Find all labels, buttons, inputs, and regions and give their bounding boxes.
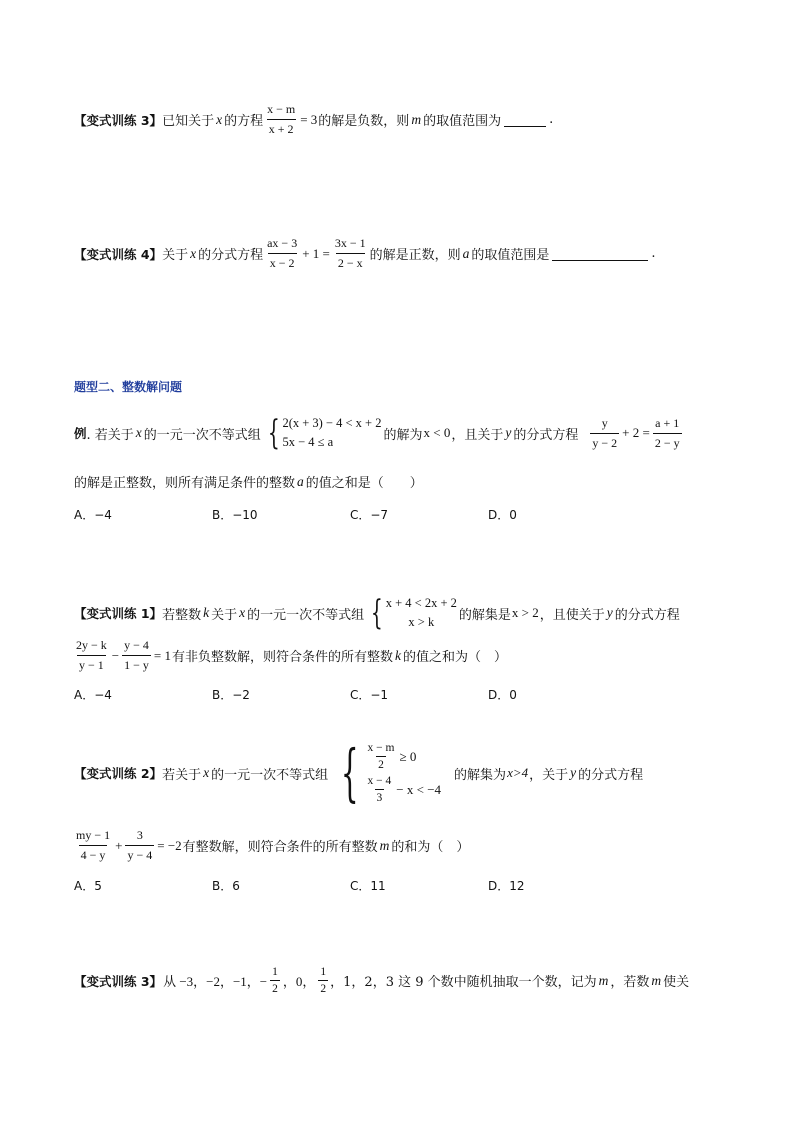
problem-tag: 【变式训练 4】 [74,246,163,262]
problem-tag: 【变式训练 1】 [74,606,163,621]
inequality-system: { $\frac{x - m}{2}$ ≥ 0 $\frac{x - 4}{3}$ − x < −4 [340,736,442,809]
option-c: C．−7 [350,508,389,522]
fraction: $\frac{3}{y - 4}$ [127,828,153,862]
problem-variant-1-line1: 【变式训练 1】 若整数 k 关于 x 的一元一次不等式组 { x + 4 < 2x + 2 x > k 的解集是 x > 2 ，且使关于 y 的分式方程 [74,593,680,633]
problem-variant-2-line2: $\frac{my - 1}{4 - y}$ + $\frac{3}{y - 4}$ = −2 有整数解，则符合条件的所有整数 m 的和为（ ） [76,828,470,862]
option-d: D．12 [488,879,525,893]
problem-tag: 【变式训练 3】 [74,973,163,989]
problem-variant-3-a: 【变式训练 3】 已知关于 x 的方程 $\frac{x - m}{x + 2}$ = 3 的解是负数，则 m 的取值范围为 . [74,102,554,136]
answer-blank [552,246,648,261]
fraction: $\frac{x - m}{x + 2}$ [267,102,296,136]
problem-variant-3-b: 【变式训练 3】 从 −3，−2，−1，− $\frac{1}{2}$ ，0， $\frac{1}{2}$ ，1，2，3 这 9 个数中随机抽取一个数，记为 m ，若数 m 使关 [74,966,690,995]
inequality-system: { 2(x + 3) − 4 < x + 2 5x − 4 ≤ a [267,413,382,453]
section-heading: 题型二、整数解问题 [74,380,183,394]
option-b: B．−10 [212,508,258,522]
option-c: C．11 [350,879,386,893]
option-a: A．−4 [74,688,112,702]
fraction: $\frac{ax - 3}{x - 2}$ [267,236,298,270]
option-a: A．−4 [74,508,112,522]
fraction: $\frac{a + 1}{2 - y}$ [654,415,680,450]
fraction: $\frac{3x - 1}{2 - x}$ [334,236,366,270]
option-b: B．6 [212,879,240,893]
problem-tag: 【变式训练 3】 [74,112,163,128]
fraction: $\frac{1}{2}$ [272,966,278,995]
inequality-system: { x + 4 < 2x + 2 x > k [370,593,457,633]
problem-tag: 【变式训练 2】 [74,766,163,781]
fraction: $\frac{1}{2}$ [320,966,327,995]
fraction: $\frac{2y - k}{y - 1}$ [76,638,107,672]
option-d: D．0 [488,688,517,702]
answer-blank [504,112,546,127]
example-problem-line1: 例 . 若关于 x 的一元一次不等式组 { 2(x + 3) − 4 < x + 2 5x − 4 ≤ a 的解为 x < 0 ，且关于 y 的分式方程 $\frac{y}{y - 2}$ + 2 = $\frac{a + 1}{2 - y}$ [74,413,680,453]
option-a: A．5 [74,879,102,893]
problem-variant-2-line1: 【变式训练 2】 若关于 x 的一元一次不等式组 { $\frac{x - m}{2}$ ≥ 0 $\frac{x - 4}{3}$ − x < −4 的解集为 x>4 ，关于 y 的分式方程 [74,736,644,809]
left-brace: { [267,413,280,453]
left-brace: { [370,593,383,633]
fraction: $\frac{y - 4}{1 - y}$ [124,638,149,672]
problem-variant-4: 【变式训练 4】 关于 x 的分式方程 $\frac{ax - 3}{x - 2}$ + 1 = $\frac{3x - 1}{2 - x}$ 的解是正数，则 a 的取值范围是 . [74,236,656,270]
option-b: B．−2 [212,688,250,702]
left-brace: { [340,736,359,809]
example-label: 例 [74,426,87,441]
fraction: $\frac{y}{y - 2}$ [592,415,618,450]
example-problem-line2: 的解是正整数，则所有满足条件的整数 a 的值之和是（ ） [74,473,423,491]
option-d: D．0 [488,508,517,522]
option-c: C．−1 [350,688,389,702]
problem-variant-1-line2: $\frac{2y - k}{y - 1}$ − $\frac{y - 4}{1 - y}$ = 1 有非负整数解，则符合条件的所有整数 k 的值之和为（ ） [76,638,508,672]
fraction: $\frac{my - 1}{4 - y}$ [76,828,111,862]
